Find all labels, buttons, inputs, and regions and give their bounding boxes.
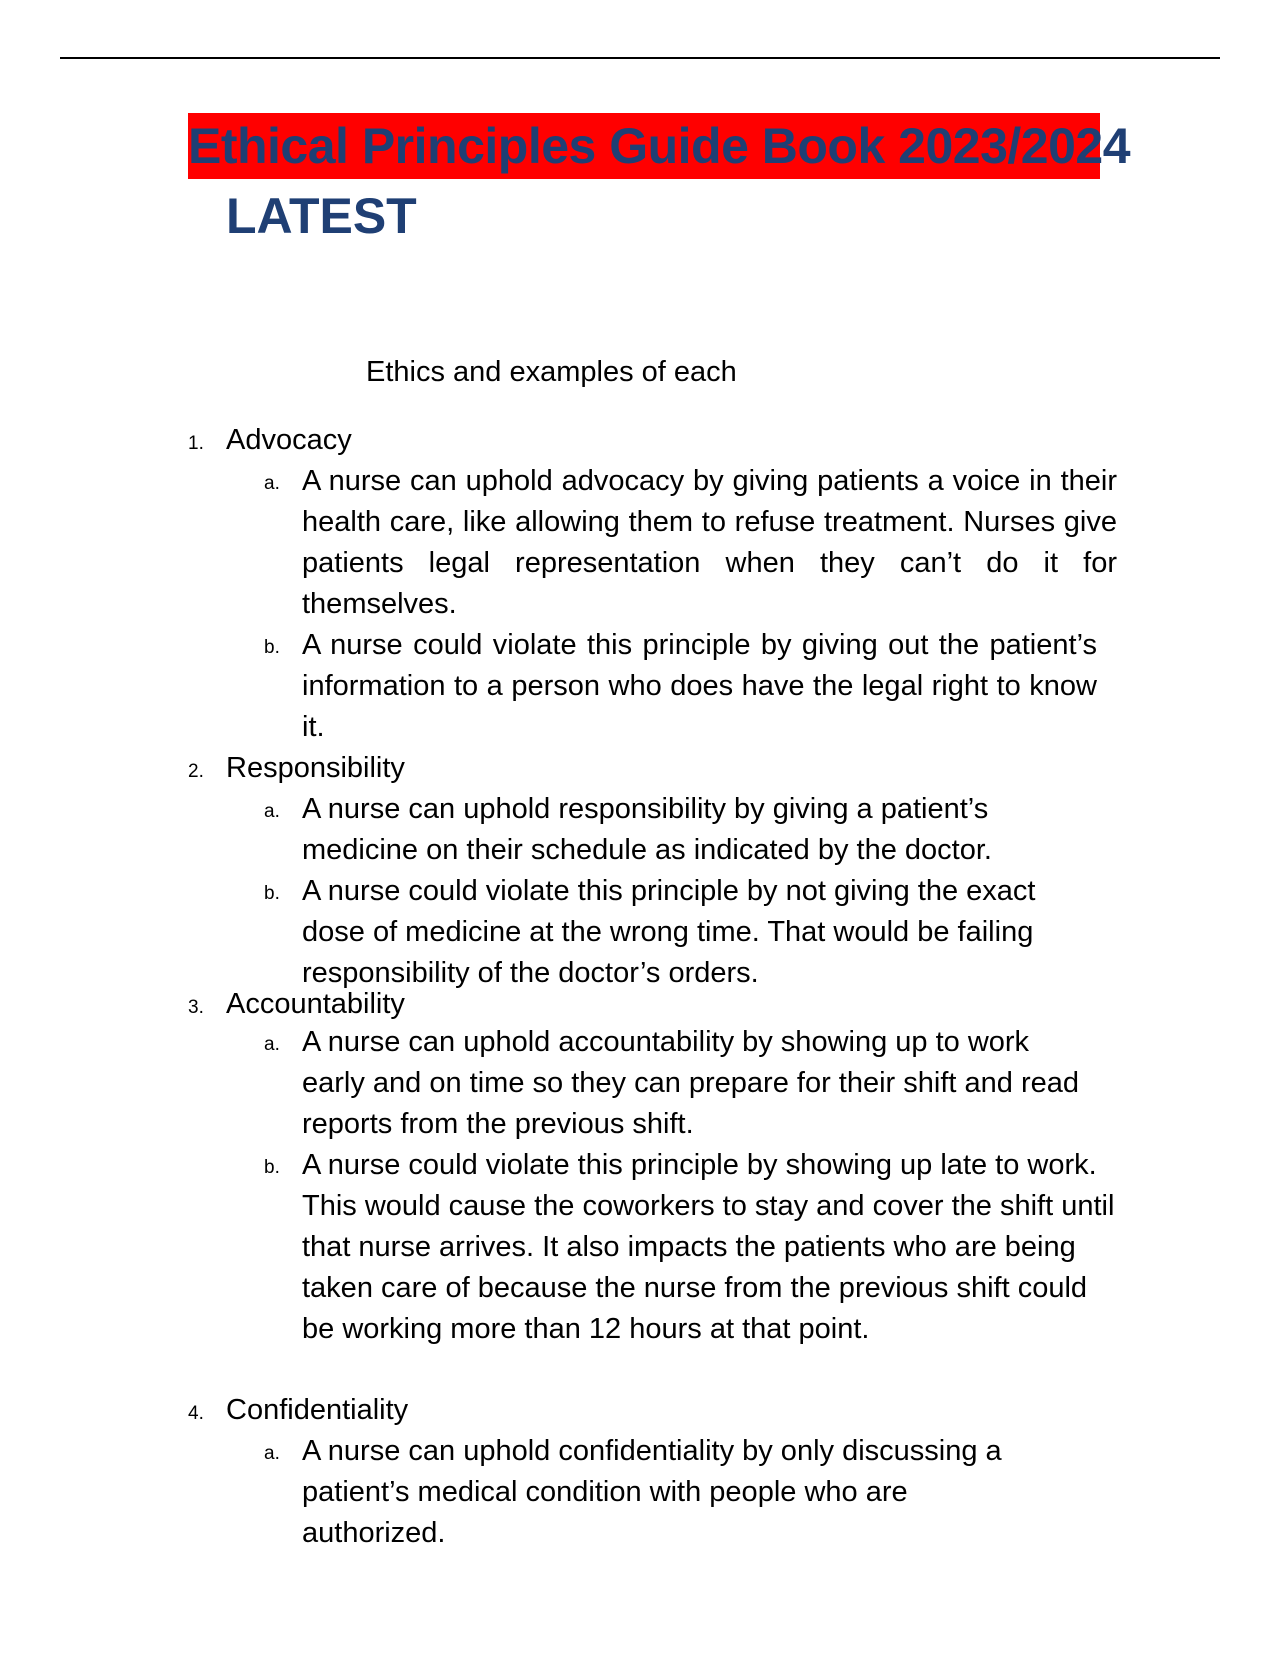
list-sub-item [264, 871, 1092, 994]
list-item-heading [188, 748, 405, 788]
sub-marker: a. [264, 1034, 280, 1055]
sub-text: A nurse could violate this principle by showing up late to work. This would cause the coworkers to stay and cover the shift until that nurse arrives. It also impacts the patients who are being taken care of because the nurse from the previous shift could be working more than 12 hours at that point. [302, 1149, 1115, 1345]
list-item-heading [188, 1390, 409, 1430]
sub-text: A nurse can uphold confidentiality by only discussing a patient’s medical condition with people who are authorized. [302, 1435, 1002, 1549]
heading-text: Accountability [226, 988, 405, 1020]
document-title: Ethical Principles Guide Book 2023/2024 [188, 113, 1100, 179]
sub-marker: a. [264, 801, 280, 822]
heading-text: Advocacy [226, 424, 352, 456]
header-rule [60, 57, 1220, 59]
sub-marker: b. [264, 1157, 280, 1178]
document-subtitle: Ethics and examples of each [366, 356, 737, 388]
sub-text: A nurse can uphold advocacy by giving patients a voice in their health care, like allowing them to refuse treatment. Nurses give patients legal representation when they can’t do it for themselves. [302, 465, 1117, 620]
list-sub-item [264, 1022, 1082, 1145]
sub-text: A nurse could violate this principle by giving out the patient’s information to a person who does have the legal right to know it. [302, 629, 1097, 743]
document-title-latest: LATEST [226, 188, 417, 244]
list-number: 1. [188, 433, 204, 454]
list-number: 4. [188, 1403, 204, 1424]
sub-marker: b. [264, 883, 280, 904]
list-sub-item [264, 1431, 1042, 1554]
list-sub-item [264, 1145, 1117, 1350]
list-item-heading [188, 420, 352, 460]
sub-marker: a. [264, 473, 280, 494]
list-item-heading [188, 984, 405, 1024]
heading-text: Confidentiality [226, 1394, 409, 1426]
list-sub-item [264, 461, 1117, 625]
list-number: 2. [188, 761, 204, 782]
sub-marker: b. [264, 637, 280, 658]
sub-text: A nurse could violate this principle by not giving the exact dose of medicine at the wrong time. That would be failing responsibility of the doctor’s orders. [302, 875, 1036, 989]
list-sub-item [264, 625, 1097, 748]
sub-text: A nurse can uphold responsibility by giving a patient’s medicine on their schedule as indicated by the doctor. [302, 793, 992, 866]
list-sub-item [264, 789, 1047, 871]
list-number: 3. [188, 997, 204, 1018]
sub-text: A nurse can uphold accountability by showing up to work early and on time so they can prepare for their shift and read reports from the previous shift. [302, 1026, 1079, 1140]
sub-marker: a. [264, 1443, 280, 1464]
heading-text: Responsibility [226, 752, 405, 784]
